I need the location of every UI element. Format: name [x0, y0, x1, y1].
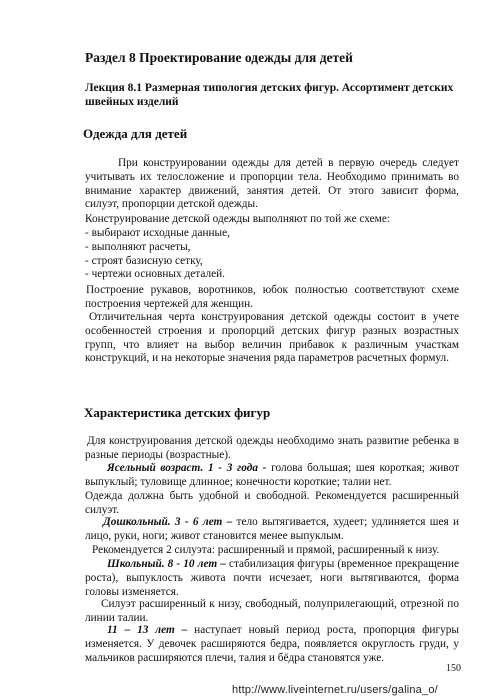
- preschool-label: Дошкольный. 3 - 6 лет –: [103, 516, 233, 528]
- source-url: http://www.liveinternet.ru/users/galina_o/: [232, 684, 438, 696]
- lecture-title: Лекция 8.1 Размерная типология детских фигур. Ассортимент детских швейных изделий: [85, 82, 454, 108]
- nursery-age-label: Ясельный возраст. 1 - 3 года -: [107, 462, 267, 474]
- paragraph-intro: При конструировании одежды для детей в первую очередь следует учитывать их телосложение и пропорции тела. Необходимо принимать во внимание характер движений, занятия детей. От этого зависит форма, силуэт, пропорции детской одежды.: [85, 157, 459, 211]
- age-11-13-label: 11 – 13 лет –: [107, 624, 188, 636]
- paragraph-distinctive: Отличительная черта конструирования детской одежды состоит в учете особенностей строения и пропорций детских фигур разных возрастных групп, что влияет на выбор величин прибавок к различным участкам конструкций, и на некоторые значения ряда параметров расчетных формул.: [85, 311, 459, 365]
- list-item: - строят базисную сетку,: [85, 255, 230, 269]
- heading-clothes-for-children: Одежда для детей: [83, 126, 188, 141]
- preschool-text: тело вытягивается, худеет; удлиняется шея и лицо, руки, ноги; живот становится менее выпуклым.: [85, 516, 459, 542]
- paragraph-silhouette-widened: Силуэт расширенный к низу, свободный, полуприлегающий, отрезной по линии талии.: [85, 598, 459, 624]
- steps-list: [85, 227, 230, 282]
- paragraph-comfortable: Одежда должна быть удобной и свободной. Рекомендуется расширенный силуэт.: [85, 490, 459, 516]
- list-item: - выполняют расчеты,: [85, 241, 230, 255]
- page-number: 150: [446, 663, 461, 674]
- paragraph-development: Для конструирования детской одежды необходимо знать развитие ребенка в разные периоды (возрастные).: [85, 435, 459, 461]
- paragraph-age-11-13: [85, 624, 459, 665]
- age-11-13-text: наступает новый период роста, пропорция фигуры изменяется. У девочек расширяются бедра, появляется округлость груди, у мальчиков расширяются плечи, талия и бёдра становятся уже.: [85, 624, 459, 664]
- paragraph-sleeves: Построение рукавов, воротников, юбок полностью соответствуют схеме построения чертежей для женщин.: [85, 284, 459, 310]
- school-age-text: стабилизация фигуры (временное прекращение роста), выпуклость живота почти исчезает, ноги вытягиваются, форма головы изменяется.: [85, 558, 459, 598]
- paragraph-preschool: [85, 516, 459, 544]
- heading-figure-characteristics: Характеристика детских фигур: [84, 405, 271, 420]
- list-item: - выбирают исходные данные,: [85, 227, 230, 241]
- paragraph-two-silhouettes: Рекомендуется 2 силуэта: расширенный и прямой, расширенный к низу.: [92, 544, 440, 556]
- paragraph-nursery-age: [85, 462, 459, 490]
- school-age-label: Школьный. 8 - 10 лет –: [107, 558, 226, 570]
- section-title: Раздел 8 Проектирование одежды для детей: [85, 50, 353, 65]
- paragraph-school-age: [85, 558, 459, 599]
- nursery-age-text: голова большая; шея короткая; живот выпуклый; туловище длинное; конечности короткие; талии нет.: [85, 462, 459, 488]
- list-item: - чертежи основных деталей.: [85, 268, 230, 282]
- paragraph-scheme: Конструирование детской одежды выполняют по той же схеме:: [85, 213, 390, 225]
